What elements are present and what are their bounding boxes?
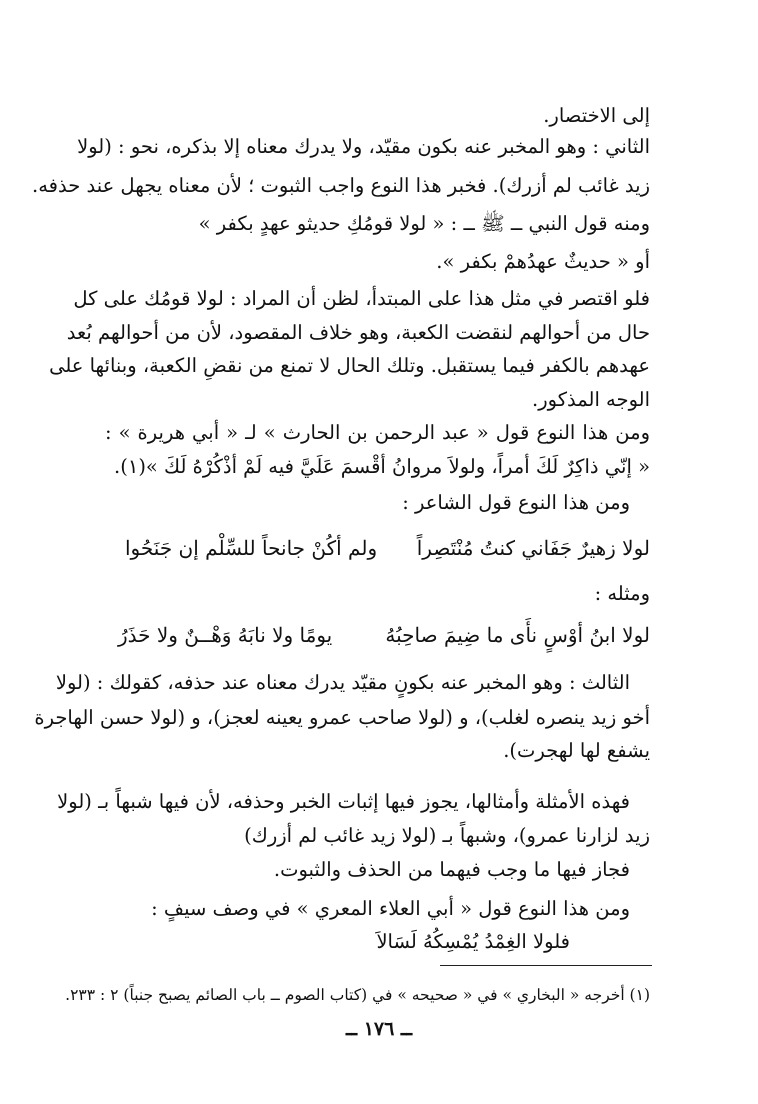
text-line: الوجه المذكور. [532, 388, 650, 411]
text-line: حال من أحوالهم لنقضت الكعبة، وهو خلاف المقصود، لأن من أحوالهم بُعد [66, 321, 650, 344]
text-line: ومن هذا النوع قول « أبي العلاء المعري » في وصف سيفٍ : [151, 897, 630, 920]
text-line: ومنه قول النبي ــ ﷺ ــ : « لولا قومُكِ حديثو عهدٍ بكفر » [198, 212, 650, 235]
text-line: ومن هذا النوع قول الشاعر : [402, 491, 630, 514]
page-number: ــ ١٧٦ ــ [345, 1018, 413, 1040]
text-line: ومن هذا النوع قول « عبد الرحمن بن الحارث » لـ « أبي هريرة » : [105, 421, 650, 444]
text-line: زيد لزارنا عمرو)، وشبهاً بـ (لولا زيد غائب لم أزرك) [244, 824, 650, 847]
footnote-divider [440, 965, 652, 966]
text-line: أو « حديثٌ عهدُهمْ بكفر ». [436, 250, 650, 273]
text-line: زيد غائب لم أزرك). فخبر هذا النوع واجب الثبوت ؛ لأن معناه يجهل عند حذفه. [32, 174, 650, 197]
text-line: ومثله : [594, 582, 650, 605]
text-line: فلو اقتصر في مثل هذا على المبتدأ، لظن أن المراد : لولا قومُك على كل [73, 287, 650, 310]
footnote: (١) أخرجه « البخاري » في « صحيحه » في (كتاب الصوم ــ باب الصائم يصبح جنباً) ٢ : ٢٣٣. [65, 986, 650, 1004]
verse-first-hemistich: لولا ابنُ أوْسٍ نأَى ما ضِيمَ صاحِبُهُ [385, 623, 650, 647]
verse-first-hemistich: لولا زهيرٌ جَفَاني كنتُ مُنْتَصِراً [416, 536, 650, 560]
text-line: إلى الاختصار. [543, 104, 650, 127]
verse-second-hemistich: ولم أكُنْ جانحاً للسِّلْم إن جَنَحُوا [125, 536, 378, 560]
text-line: عهدهم بالكفر فيما يستقبل. وتلك الحال لا تمنع من نقضِ الكعبة، وبنائها على [49, 354, 650, 377]
text-line: فهذه الأمثلة وأمثالها، يجوز فيها إثبات الخبر وحذفه، لأن فيها شبهاً بـ (لولا [57, 790, 630, 813]
verse-second-hemistich: يومًا ولا نابَهُ وَهْــنٌ ولا حَذَرُ [118, 623, 333, 647]
text-line: فجاز فيها ما وجب فيهما من الحذف والثبوت. [273, 858, 630, 881]
text-line: « إنّي ذاكِرٌ لَكَ أمراً، ولولاَ مروانُ أقْسمَ عَلَيَّ فيه لَمْ أذْكُرْهُ لَكَ »(١). [114, 455, 650, 478]
text-line: الثالث : وهو المخبر عنه بكونٍ مقيّد يدرك معناه عند حذفه، كقولك : (لولا [55, 671, 630, 694]
text-line: أخو زيد ينصره لغلب)، و (لولا صاحب عمرو يعينه لعجز)، و (لولا حسن الهاجرة [34, 706, 650, 729]
verse-line: فلولا الغِمْدُ يُمْسِكُهُ لَسَالاَ [376, 930, 570, 953]
text-line: يشفع لها لهجرت). [503, 739, 650, 762]
text-line: الثاني : وهو المخبر عنه بكون مقيّد، ولا يدرك معناه إلا بذكره، نحو : (لولا [77, 135, 650, 158]
